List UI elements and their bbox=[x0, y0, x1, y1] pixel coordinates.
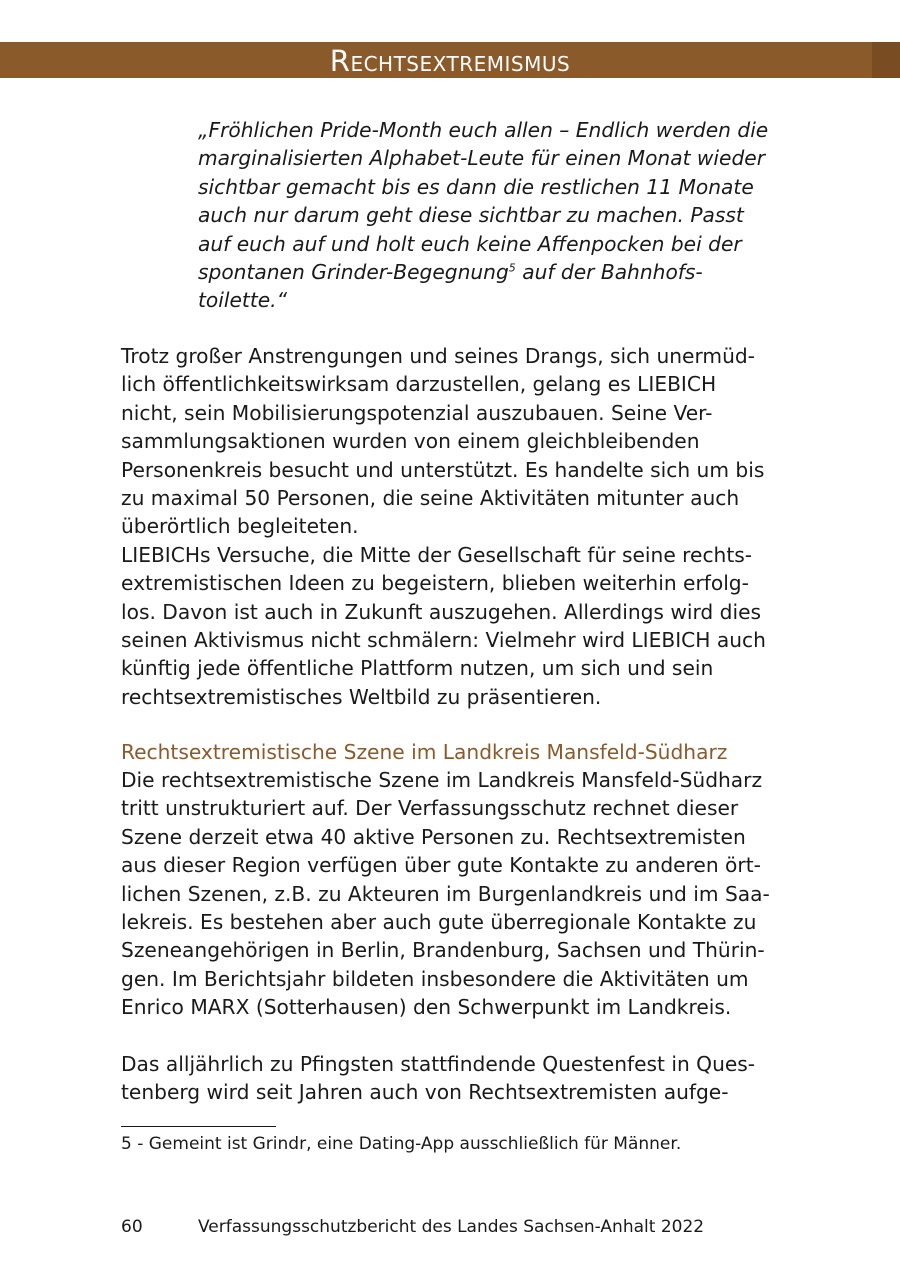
header-band bbox=[0, 42, 900, 78]
quote-line: auch nur darum geht diese sichtbar zu machen. Passt bbox=[198, 203, 744, 228]
text-line: lekreis. Es bestehen aber auch gute überregionale Kontakte zu bbox=[121, 910, 757, 935]
text-line: aus dieser Region verfügen über gute Kontakte zu anderen ört- bbox=[121, 853, 761, 878]
quote-line: auf euch auf und holt euch keine Affenpocken bei der bbox=[198, 231, 742, 256]
text-line: gen. Im Berichtsjahr bildeten insbesondere die Aktivitäten um bbox=[121, 966, 749, 991]
text-line: tenberg wird seit Jahren auch von Rechtsextremisten aufge- bbox=[121, 1080, 729, 1105]
body-paragraph bbox=[121, 1050, 781, 1107]
text-line: Das alljährlich zu Pfingsten stattfindende Questenfest in Ques- bbox=[121, 1052, 756, 1076]
text-line: Szeneangehörigen in Berlin, Brandenburg, Sachsen und Thürin- bbox=[121, 938, 765, 963]
text-line: zu maximal 50 Personen, die seine Aktivitäten mitunter auch bbox=[121, 486, 740, 511]
text-line: Personenkreis besucht und unterstützt. Es handelte sich um bis bbox=[121, 457, 765, 482]
text-line: LIEBICHs Versuche, die Mitte der Gesellschaft für seine rechts- bbox=[121, 542, 753, 567]
body-paragraph bbox=[121, 342, 781, 711]
text-line: Trotz großer Anstrengungen und seines Drangs, sich unermüd- bbox=[121, 344, 755, 368]
text-line: tritt unstrukturiert auf. Der Verfassungsschutz rechnet dieser bbox=[121, 796, 739, 821]
page-title: Rechtsextremismus bbox=[329, 44, 571, 78]
text-line: lichen Szenen, z.B. zu Akteuren im Burgenlandkreis und im Saa- bbox=[121, 881, 770, 906]
quote-line: sichtbar gemacht bis es dann die restlichen 11 Monate bbox=[198, 174, 754, 199]
footnote: 5 - Gemeint ist Grindr, eine Dating-App ausschließlich für Männer. bbox=[121, 1134, 682, 1154]
quote-line: „Fröhlichen Pride-Month euch allen – Endlich werden die bbox=[198, 118, 769, 142]
text-line: Enrico MARX (Sotterhausen) den Schwerpunkt im Landkreis. bbox=[121, 995, 732, 1020]
footnote-marker: 5 bbox=[508, 261, 516, 275]
text-line: lich öffentlichkeitswirksam darzustellen, gelang es LIEBICH bbox=[121, 372, 717, 397]
quote-line: marginalisierten Alphabet-Leute für einen Monat wieder bbox=[198, 146, 765, 171]
page-number: 60 bbox=[121, 1217, 143, 1237]
footnote-divider bbox=[121, 1126, 276, 1127]
quote-text: spontanen Grinder-Begegnung bbox=[198, 260, 509, 285]
footer-title: Verfassungsschutzbericht des Landes Sachsen-Anhalt 2022 bbox=[198, 1217, 705, 1237]
text-line: überörtlich begleiteten. bbox=[121, 514, 359, 539]
text-line: sammlungsaktionen wurden von einem gleichbleibenden bbox=[121, 429, 700, 454]
text-line: seinen Aktivismus nicht schmälern: Vielmehr wird LIEBICH auch bbox=[121, 628, 766, 653]
text-line: nicht, sein Mobilisierungspotenzial auszubauen. Seine Ver- bbox=[121, 400, 713, 425]
text-line: extremistischen Ideen zu begeistern, blieben weiterhin erfolg- bbox=[121, 571, 749, 596]
text-line: los. Davon ist auch in Zukunft auszugehen. Allerdings wird dies bbox=[121, 599, 762, 624]
section-heading: Rechtsextremistische Szene im Landkreis Mansfeld-Südharz bbox=[121, 740, 728, 764]
block-quote bbox=[198, 116, 778, 315]
quote-line bbox=[198, 258, 778, 286]
quote-text: auf der Bahnhofs- bbox=[515, 260, 703, 285]
quote-line: toilette.“ bbox=[198, 288, 288, 313]
text-line: rechtsextremistisches Weltbild zu präsentieren. bbox=[121, 684, 602, 709]
section-paragraph bbox=[121, 766, 781, 1022]
text-line: Szene derzeit etwa 40 aktive Personen zu. Rechtsextremisten bbox=[121, 824, 746, 849]
text-line: künftig jede öffentliche Plattform nutzen, um sich und sein bbox=[121, 656, 714, 681]
text-line: Die rechtsextremistische Szene im Landkreis Mansfeld-Südharz bbox=[121, 768, 763, 792]
